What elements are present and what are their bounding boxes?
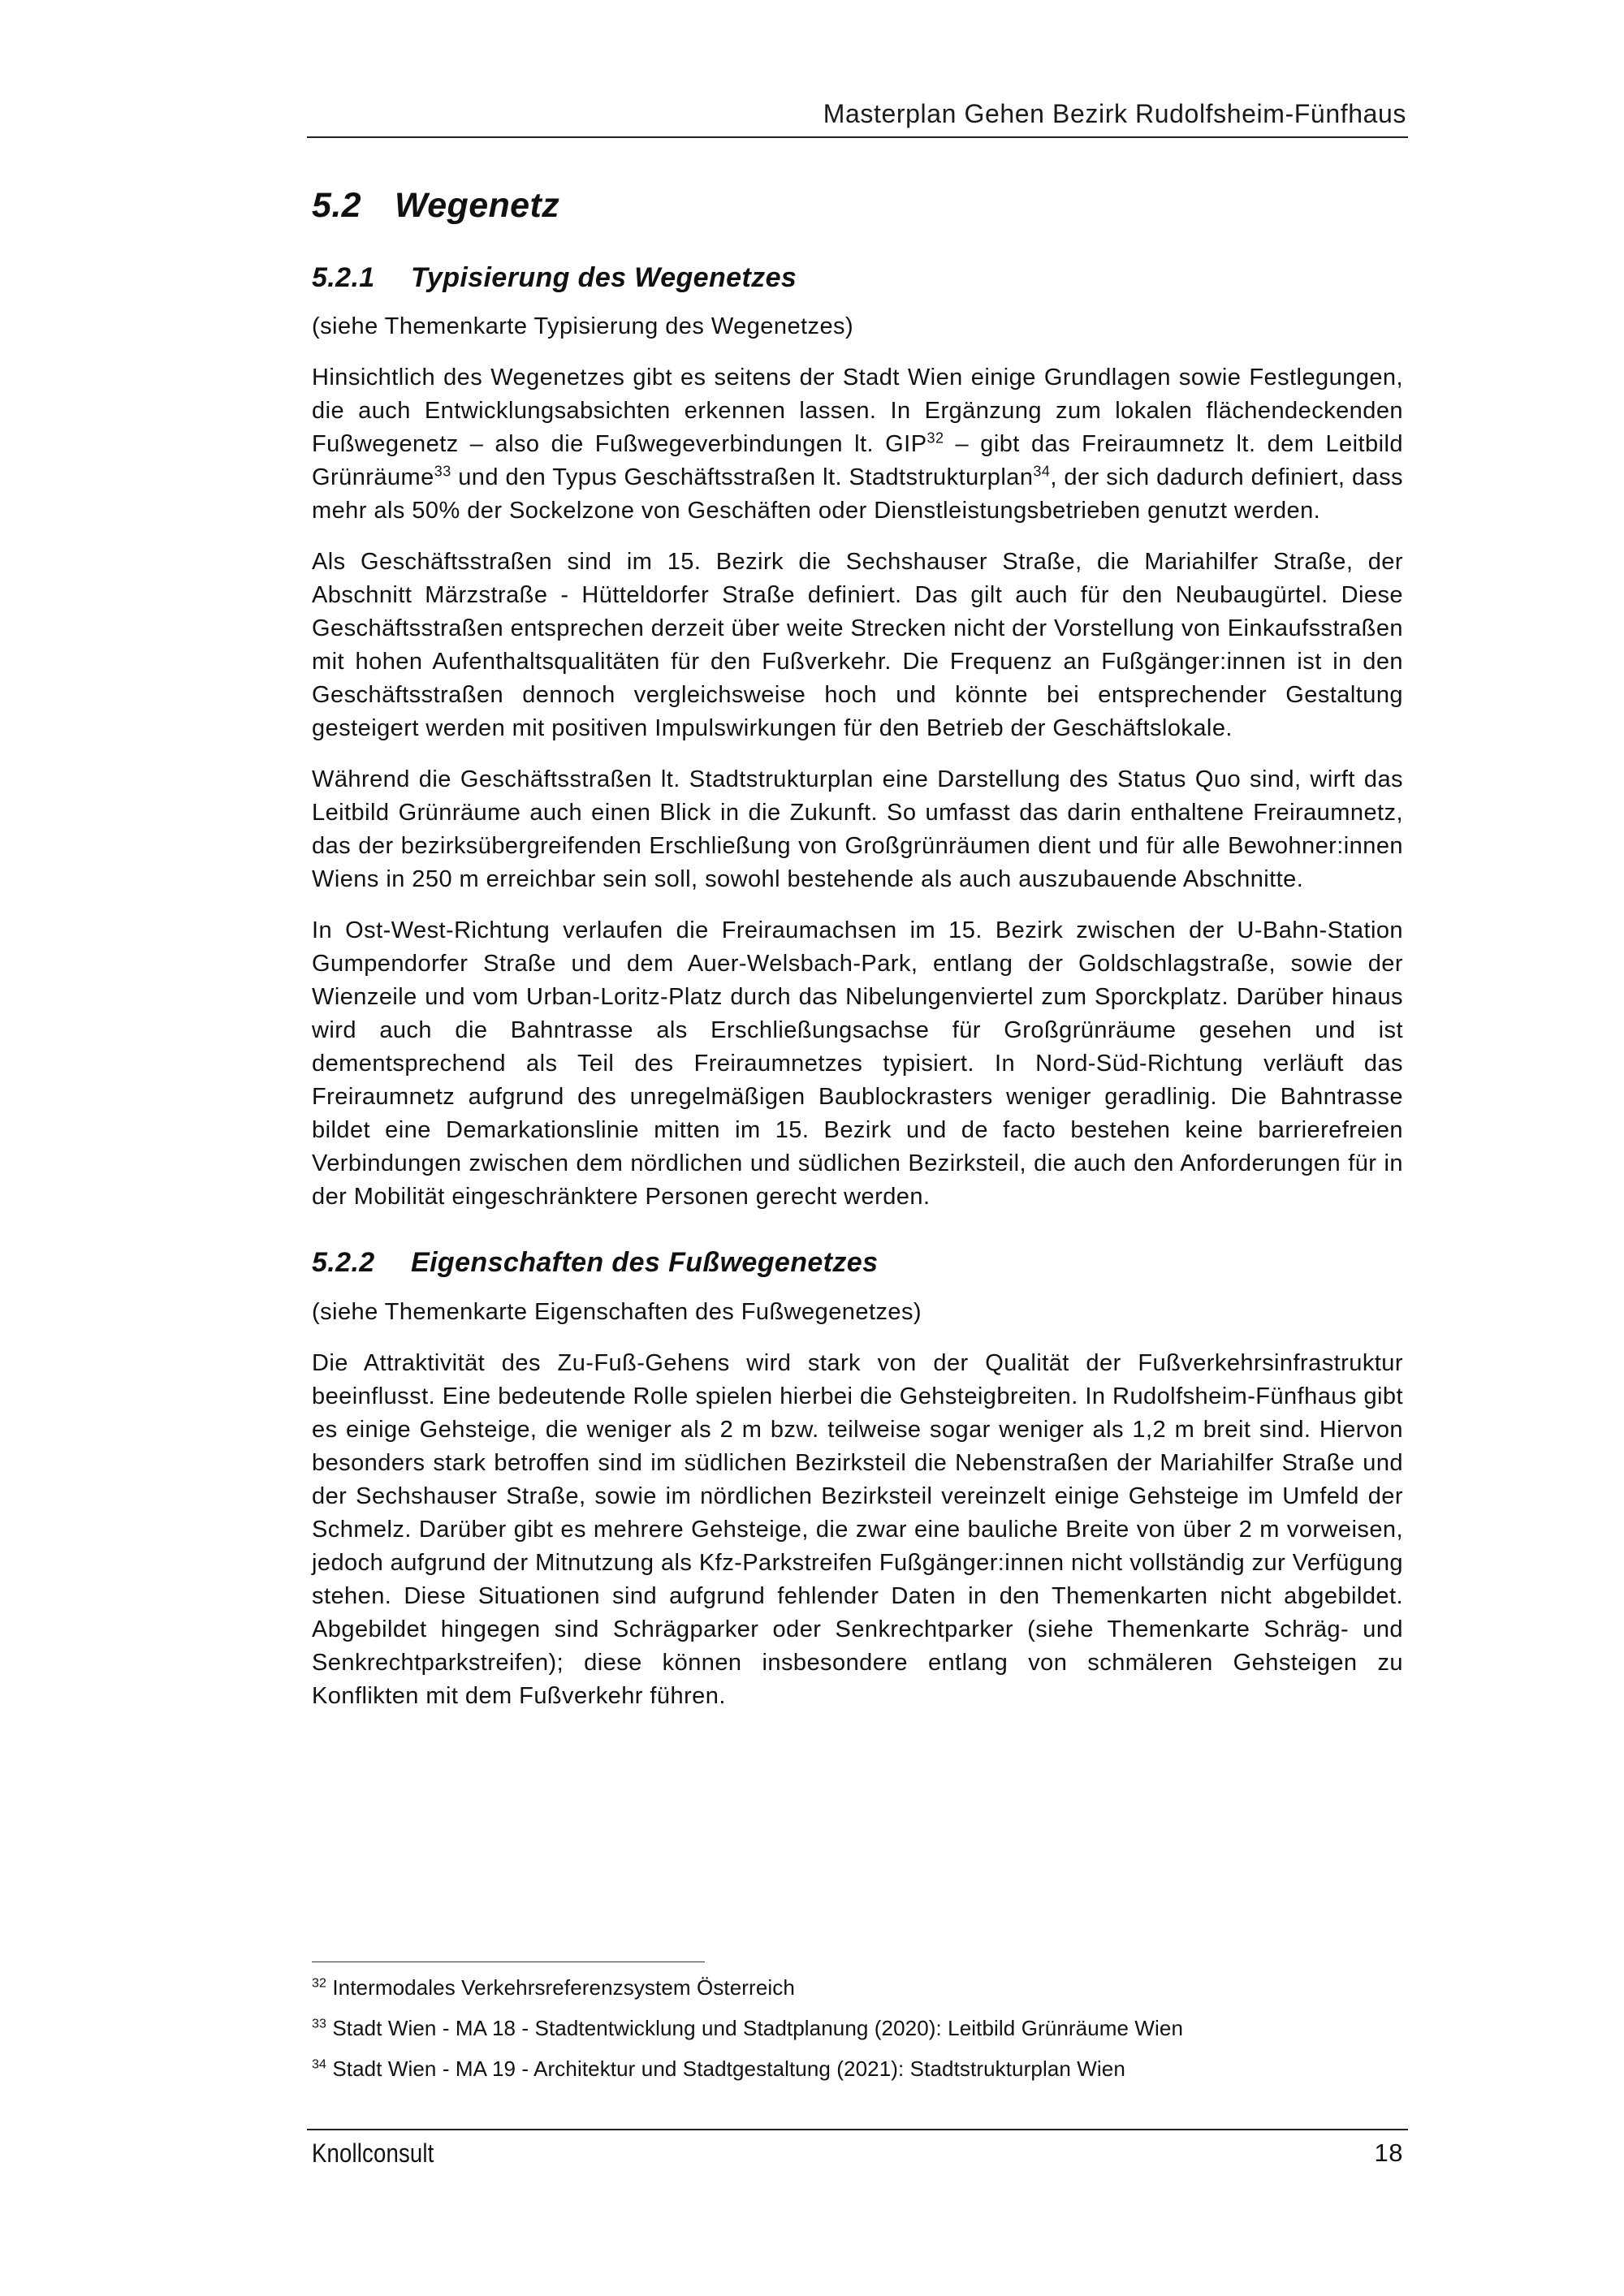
footnote <box>312 2054 1403 2083</box>
map-reference: (siehe Themenkarte Typisierung des Wegenetzes) <box>312 313 854 340</box>
footnotes <box>312 1973 1403 2095</box>
subsection-number: 5.2.2 <box>312 1247 375 1279</box>
paragraph-text: und den Typus Geschäftsstraßen lt. Stadtstrukturplan <box>451 464 1034 491</box>
header-divider <box>307 136 1408 138</box>
map-reference: (siehe Themenkarte Eigenschaften des Fußwegenetzes) <box>312 1299 922 1326</box>
subsection-title: Eigenschaften des Fußwegenetzes <box>411 1247 879 1279</box>
paragraph-text: Hinsichtlich des Wegenetzes gibt es seitens der Stadt Wien einige Grundlagen sowie Festlegungen, die auch Entwicklungsabsichten erkennen lassen. In Ergänzung zum lokalen flächendeckenden Fußwegenetz – also die Fußwegeverbindungen lt. GIP <box>312 365 1403 458</box>
footnote-text: Intermodales Verkehrsreferenzsystem Österreich <box>326 1975 795 2000</box>
subsection-number: 5.2.1 <box>312 261 375 293</box>
footnote-marker: 32 <box>926 429 944 447</box>
section-title: Wegenetz <box>395 186 560 225</box>
section-heading <box>312 185 1403 227</box>
footnote-text: Stadt Wien - MA 19 - Architektur und Stadtgestaltung (2021): Stadtstrukturplan Wien <box>326 2056 1125 2081</box>
paragraph-text: , der sich dadurch definiert, dass mehr als 50% der Sockelzone von Geschäften oder Dienstleistungsbetrieben genutzt werden. <box>312 464 1403 524</box>
footer-divider <box>307 2129 1408 2130</box>
footer-company: Knollconsult <box>312 2138 434 2168</box>
footnote-number: 34 <box>312 2057 326 2072</box>
footnote-number: 33 <box>312 2017 326 2031</box>
main-content <box>312 185 1403 1731</box>
footnote <box>312 2013 1403 2043</box>
footnote-marker: 34 <box>1033 463 1051 480</box>
section-number: 5.2 <box>312 186 361 225</box>
subsection-title: Typisierung des Wegenetzes <box>411 261 797 293</box>
paragraph: In Ost-West-Richtung verlaufen die Freiraumachsen im 15. Bezirk zwischen der U-Bahn-Station Gumpendorfer Straße und dem Auer-Welsbach-Park, entlang der Goldschlagstraße, sowie der Wienzeile und vom Urban-Loritz-Platz durch das Nibelungenviertel zum Sporckplatz. Darüber hinaus wird auch die Bahntrasse als Erschließungsachse für Großgrünräume gesehen und ist dementsprechend als Teil des Freiraumnetzes typisiert. In Nord-Süd-Richtung verläuft das Freiraumnetz aufgrund des unregelmäßigen Baublockrasters weniger geradlinig. Die Bahntrasse bildet eine Demarkationslinie mitten im 15. Bezirk und de facto bestehen keine barrierefreien Verbindungen zwischen dem nördlichen und südlichen Bezirksteil, die auch den Anforderungen für in der Mobilität eingeschränktere Personen gerecht werden. <box>312 917 1403 1211</box>
paragraph <box>312 361 1403 528</box>
footnote-number: 32 <box>312 1976 326 1991</box>
paragraph: Die Attraktivität des Zu-Fuß-Gehens wird stark von der Qualität der Fußverkehrsinfrastruktur beeinflusst. Eine bedeutende Rolle spielen hierbei die Gehsteigbreiten. In Rudolfsheim-Fünfhaus gibt es einige Gehsteige, die weniger als 2 m bzw. teilweise sogar weniger als 1,2 m breit sind. Hiervon besonders stark betroffen sind im südlichen Bezirksteil die Nebenstraßen der Mariahilfer Straße und der Sechshauser Straße, sowie im nördlichen Bezirksteil vereinzelt einige Gehsteige im Umfeld der Schmelz. Darüber gibt es mehrere Gehsteige, die zwar eine bauliche Breite von über 2 m vorweisen, jedoch aufgrund der Mitnutzung als Kfz-Parkstreifen Fußgänger:innen nicht vollständig zur Verfügung stehen. Diese Situationen sind aufgrund fehlender Daten in den Themenkarten nicht abgebildet. Abgebildet hingegen sind Schrägparker oder Senkrechtparker (siehe Themenkarte Schräg- und Senkrechtparkstreifen); diese können insbesondere entlang von schmäleren Gehsteigen zu Konflikten mit dem Fußverkehr führen. <box>312 1350 1403 1710</box>
running-header: Masterplan Gehen Bezirk Rudolfsheim-Fünfhaus <box>823 99 1406 128</box>
paragraph-text: – gibt das Freiraumnetz lt. dem Leitbild Grünräume <box>312 431 1403 491</box>
page-number: 18 <box>1374 2138 1403 2167</box>
footnote <box>312 1973 1403 2002</box>
paragraph: Als Geschäftsstraßen sind im 15. Bezirk die Sechshauser Straße, die Mariahilfer Straße, der Abschnitt Märzstraße - Hütteldorfer Straße definiert. Das gilt auch für den Neubaugürtel. Diese Geschäftsstraßen entsprechen derzeit über weite Strecken nicht der Vorstellung von Einkaufsstraßen mit hohen Aufenthaltsqualitäten für den Fußverkehr. Die Frequenz an Fußgänger:innen ist in den Geschäftsstraßen dennoch vergleichsweise hoch und könnte bei entsprechender Gestaltung gesteigert werden mit positiven Impulswirkungen für den Betrieb der Geschäftslokale. <box>312 549 1403 742</box>
footnote-marker: 33 <box>434 463 451 480</box>
subsection-heading-eigenschaften <box>312 1246 1403 1280</box>
paragraph: Während die Geschäftsstraßen lt. Stadtstrukturplan eine Darstellung des Status Quo sind, wirft das Leitbild Grünräume auch einen Blick in die Zukunft. So umfasst das darin enthaltene Freiraumnetz, das der bezirksübergreifenden Erschließung von Großgrünräumen dient und für alle Bewohner:innen Wiens in 250 m erreichbar sein soll, sowohl bestehende als auch auszubauende Abschnitte. <box>312 766 1403 893</box>
footnote-text: Stadt Wien - MA 18 - Stadtentwicklung und Stadtplanung (2020): Leitbild Grünräume Wien <box>326 2016 1184 2040</box>
subsection-heading-typisierung <box>312 261 1403 295</box>
